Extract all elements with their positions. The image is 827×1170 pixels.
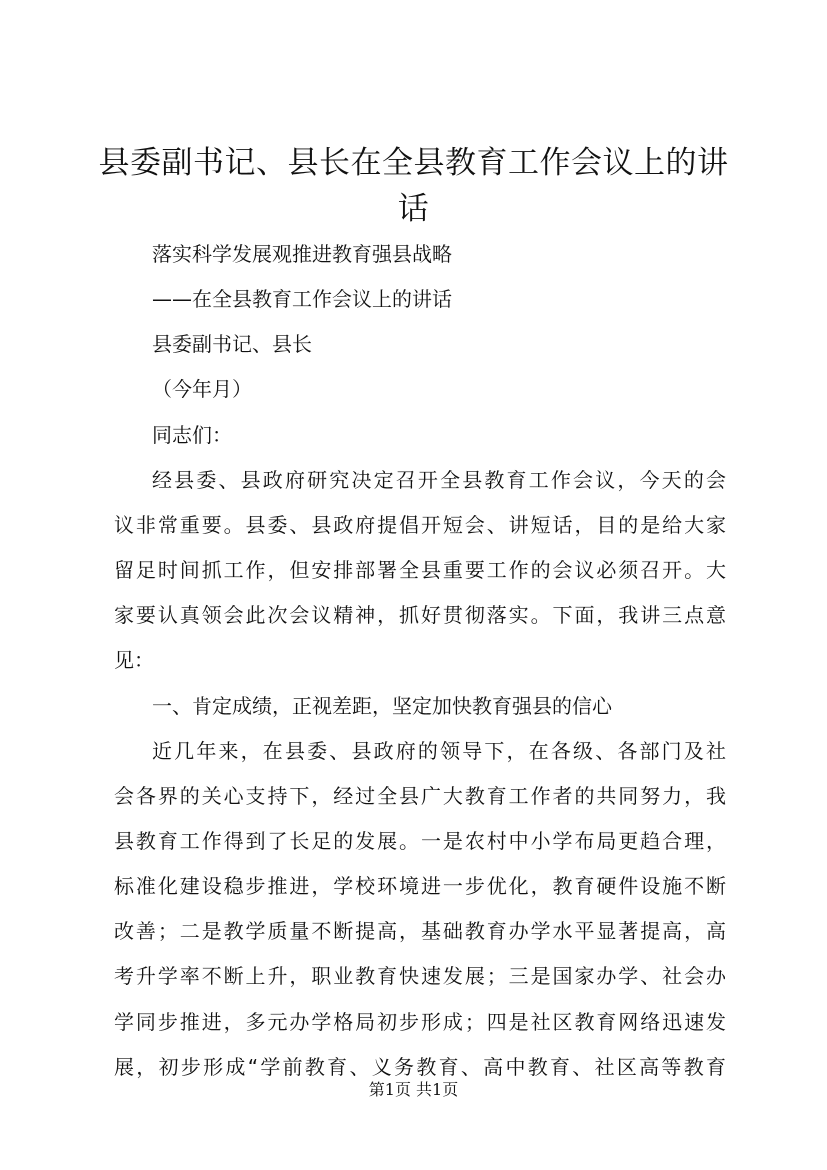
paragraph-line: 见： (114, 648, 154, 672)
paragraph-line: 改善；二是教学质量不断提高，基础教育办学水平显著提高，高 (114, 919, 726, 943)
paragraph-line: 考升学率不断上升，职业教育快速发展；三是国家办学、社会办 (114, 964, 726, 988)
page-number-footer: 第1页 共1页 (368, 1080, 459, 1099)
paragraph-line: 近几年来，在县委、县政府的领导下，在各级、各部门及社 (152, 739, 726, 763)
paragraph-line: 议非常重要。县委、县政府提倡开短会、讲短话，目的是给大家 (114, 513, 726, 537)
paragraph-line: 留足时间抓工作，但安排部署全县重要工作的会议必须召开。大 (114, 558, 726, 582)
paragraph-line: 县教育工作得到了长足的发展。一是农村中小学布局更趋合理， (114, 829, 726, 853)
document-title: 县委副书记、县长在全县教育工作会议上的讲话 (98, 145, 729, 227)
paragraph-line: 学同步推进，多元办学格局初步形成；四是社区教育网络迅速发 (114, 1010, 726, 1034)
date-line: （今年月） (152, 377, 252, 401)
subtitle-line: ——在全县教育工作会议上的讲话 (152, 287, 452, 311)
paragraph-line: 家要认真领会此次会议精神，抓好贯彻落实。下面，我讲三点意 (114, 603, 726, 627)
section-heading: 一、肯定成绩，正视差距，坚定加快教育强县的信心 (152, 694, 612, 718)
salutation-line: 同志们： (152, 423, 232, 447)
paragraph-line: 标准化建设稳步推进，学校环境进一步优化，教育硬件设施不断 (114, 874, 726, 898)
paragraph-line: 会各界的关心支持下，经过全县广大教育工作者的共同努力，我 (114, 784, 726, 808)
paragraph-line: 展，初步形成“学前教育、义务教育、高中教育、社区高等教育 (114, 1055, 726, 1079)
subtitle-line: 落实科学发展观推进教育强县战略 (152, 242, 452, 266)
paragraph-line: 经县委、县政府研究决定召开全县教育工作会议，今天的会 (152, 468, 726, 492)
author-line: 县委副书记、县长 (152, 332, 312, 356)
